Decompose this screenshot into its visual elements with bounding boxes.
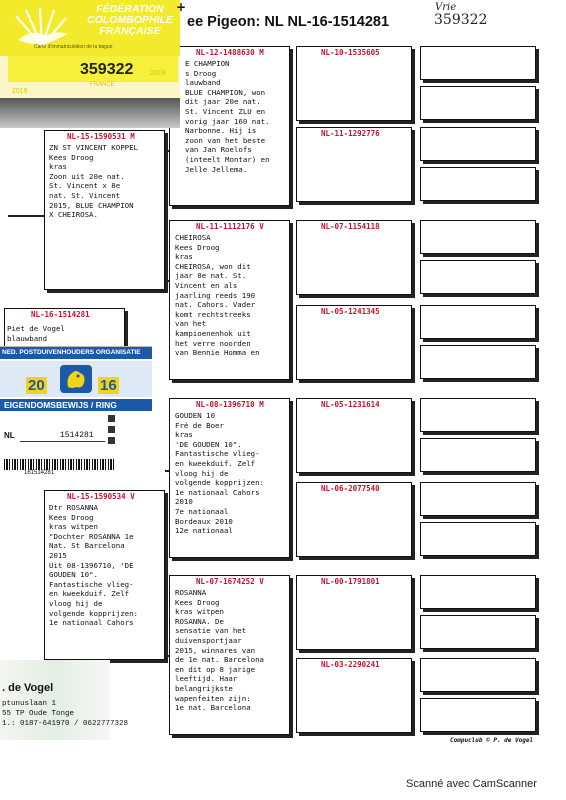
ring-number: NL-03-2290241 [321,660,380,669]
great-grandparent-box [296,575,412,650]
pigeon-description: CHEIROSA Kees Droog kras CHEIROSA, won dit jaar 8e nat. St. Vincent en als jaarling reeds 190 nat. Cahors. Vader komt rechtstreeks van het kampioenenhok uit het verre noorden van Bennie Homma en [175,233,260,358]
ring-number: NL-06-2077540 [321,484,380,493]
fcf-year-left: 2019 [12,88,28,95]
ancestor-box [420,127,536,161]
great-grandparent-box [296,46,412,121]
lion-emblem-icon [58,363,94,395]
pigeon-description: Dtr ROSANNA Kees Droog kras witpen "Dochter ROSANNA 1e Nat. St Barcelona 2015 Uit 08-1396710, 'DE GOUDEN 10". Fantastische vlieg- en kweekduif. Zelf vloog hij de volgende kopprijzen: 1e nationaal Cahors [49,503,138,628]
ring-number: NL-10-1535605 [321,48,380,57]
sticker-shadow [0,98,180,128]
npo-ownership-card [0,346,152,477]
mother-box [44,490,165,660]
fcf-subtitle: Carte d'immatriculation de la bague [34,44,113,50]
ring-number: NL-11-1292776 [321,129,380,138]
ring-number: NL-12-1488630 M [196,48,264,57]
ancestor-box [420,575,536,609]
npo-field-line [20,441,105,442]
fcf-ring-card [0,0,180,102]
ancestor-box [420,46,536,80]
compuclub-credit: Compuclub © P. de Vogel [450,737,534,744]
connector-line [8,215,44,217]
fcf-year-right: 2019 [150,70,166,77]
ancestor-box [420,167,536,201]
ancestor-box [420,398,536,432]
npo-org: NED. POSTDUIVENHOUDERS ORGANISATIE [2,349,141,356]
pigeon-description: ROSANNA Kees Droog kras witpen ROSANNA. De sensatie van het duivensportjaar 2015, winnares van de 1e nat. Barcelona en dit op 8 jarige leeftijd. Haar belangrijkste wapenfeiten zijn: 1e nat. Barcelona [175,588,264,713]
pigeon-description: ZN ST VINCENT KOPPEL Kees Droog kras Zoon uit 20e nat. St. Vincent x 8e nat. St. Vincent 2015, BLUE CHAMPION X CHEIROSA. [49,143,138,220]
ring-number: NL-15-1590534 V [67,492,135,501]
plus-mark: + [176,0,187,14]
ring-number: NL-05-1241345 [321,307,380,316]
great-grandparent-box [296,305,412,380]
ring-number: NL-07-1674252 V [196,577,264,586]
fcf-ring-number: 359322 [80,61,134,78]
camscanner-watermark: Scanné avec CamScanner [406,778,537,790]
ancestor-box [420,86,536,120]
grandparent-box [169,220,290,380]
ancestor-box [420,260,536,294]
owner-street: ptunuslaan 1 [2,700,57,708]
grandparent-box [169,46,290,206]
ancestor-box [420,220,536,254]
ring-number: NL-15-1590531 M [67,132,135,141]
handwritten-note: Vrie [435,2,457,13]
ring-number: NL-00-1791801 [321,577,380,586]
great-grandparent-box [296,127,412,202]
barcode-number: 161514281 [24,470,55,476]
ring-number: NL-08-1396710 M [196,400,264,409]
father-box [44,130,165,290]
fcf-country: FRANCE [90,82,115,88]
owner-address [0,660,129,740]
npo-nl: NL [4,431,15,440]
ancestor-box [420,615,536,649]
npo-band-label: EIGENDOMSBEWIJS / RING [4,400,117,410]
npo-year-right: 16 [100,377,117,394]
barcode [4,459,114,470]
ring-number: NL-11-1112176 V [196,222,264,231]
npo-checkboxes [108,415,116,449]
page-title: ee Pigeon: NL NL-16-1514281 [187,14,390,30]
pigeon-description: GOUDEN 10 Fré de Boer kras 'DE GOUDEN 10". Fantastische vlieg- en kweekduif. Zelf vloog hij de volgende kopprijzen: 1e nationaal Cahors 2010 7e nationaal Bordeaux 2010 12e nationaal [175,411,264,536]
owner-phone: 1.: 0187-641970 / 0622777328 [2,720,129,728]
great-grandparent-box [296,482,412,557]
grandparent-box [169,575,290,735]
ancestor-box [420,305,536,339]
owner-name: . de Vogel [2,682,54,694]
ring-number: NL-05-1231614 [321,400,380,409]
ancestor-box [420,698,536,732]
great-grandparent-box [296,398,412,473]
npo-year-left: 20 [28,377,45,394]
handwritten-number: 359322 [434,12,488,28]
great-grandparent-box [296,220,412,295]
pigeon-description: E CHAMPION s Droog lauwband BLUE CHAMPION, won dit jaar 20e nat. St. Vincent ZLU en vorig jaar 160 nat. Narbonne. Hij is zoon van het beste van Jan Roelofs (inteelt Montar) en Jelle Jellema. [185,59,270,174]
great-grandparent-box [296,658,412,733]
ancestor-box [420,522,536,556]
fcf-title: FÉDÉRATION COLOMBOPHILE FRANÇAISE [87,3,173,37]
owner-city: 55 TP Oude Tonge [2,710,75,718]
pigeon-description: Piet de Vogel blauwband [7,324,65,343]
ancestor-box [420,482,536,516]
ancestor-box [420,438,536,472]
npo-ring-number: 1514281 [60,431,94,440]
ancestor-box [420,345,536,379]
ring-number: NL-07-1154118 [321,222,380,231]
ring-number: NL-16-1514281 [31,310,90,319]
ancestor-box [420,658,536,692]
grandparent-box [169,398,290,558]
